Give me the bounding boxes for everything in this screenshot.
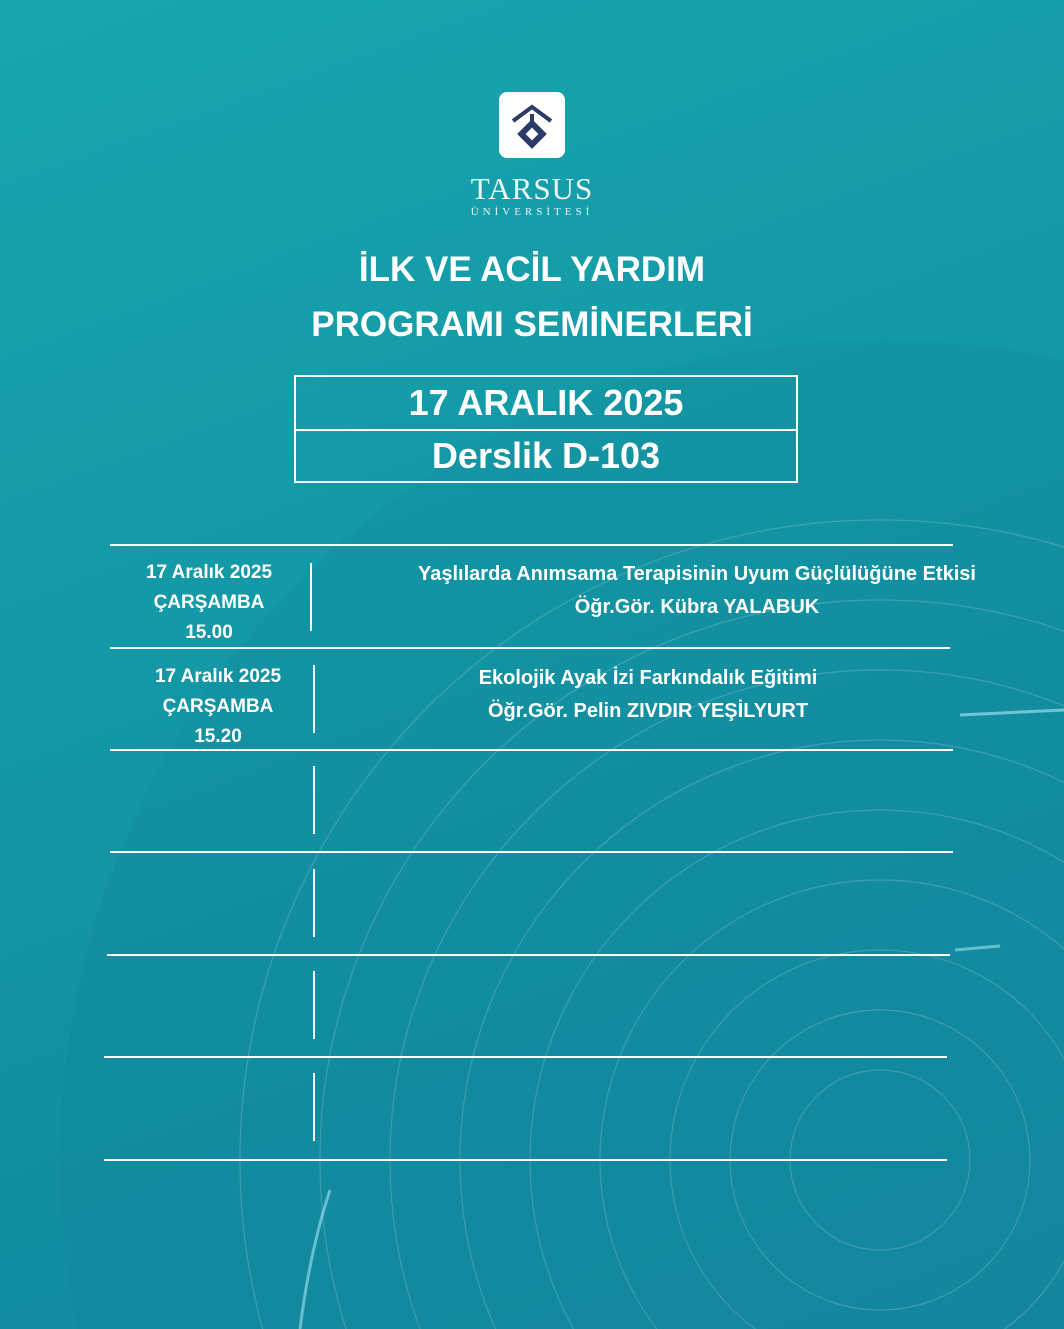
row-divider <box>104 1159 947 1161</box>
page-title-line-2: PROGRAMI SEMİNERLERİ <box>311 305 753 344</box>
row-divider <box>110 851 953 853</box>
session-topic: Yaşlılarda Anımsama Terapisinin Uyum Güçlülüğüne Etkisi <box>418 563 976 585</box>
session-time: 15.20 <box>194 726 242 747</box>
session-day: ÇARŞAMBA <box>162 696 274 717</box>
column-divider <box>313 869 315 937</box>
event-info-box <box>294 375 798 483</box>
column-divider <box>313 971 315 1039</box>
tarsus-emblem-icon <box>507 99 557 151</box>
schedule-row-1-datetime <box>99 558 319 648</box>
schedule-row-1-topic <box>330 558 1064 624</box>
row-divider <box>107 954 950 956</box>
logo-wordmark: TARSUS <box>470 171 594 206</box>
page-title-line-1: İLK VE ACİL YARDIM <box>358 250 706 289</box>
event-room: Derslik D-103 <box>296 429 796 481</box>
event-date: 17 ARALIK 2025 <box>408 382 684 423</box>
session-day: ÇARŞAMBA <box>153 592 265 613</box>
column-divider <box>313 766 315 834</box>
row-divider <box>104 1056 947 1058</box>
logo-subtitle: ÜNİVERSİTESİ <box>470 206 594 218</box>
schedule-row-2-topic <box>398 662 898 728</box>
university-logo <box>499 92 565 158</box>
session-date: 17 Aralık 2025 <box>154 666 282 687</box>
session-speaker: Öğr.Gör. Pelin ZIVDIR YEŞİLYURT <box>487 700 809 722</box>
session-speaker: Öğr.Gör. Kübra YALABUK <box>574 596 820 618</box>
session-time: 15.00 <box>185 622 233 643</box>
schedule-row-2-datetime <box>108 662 328 752</box>
session-topic: Ekolojik Ayak İzi Farkındalık Eğitimi <box>478 667 818 689</box>
session-date: 17 Aralık 2025 <box>145 562 273 583</box>
row-divider <box>110 544 953 546</box>
column-divider <box>313 1073 315 1141</box>
